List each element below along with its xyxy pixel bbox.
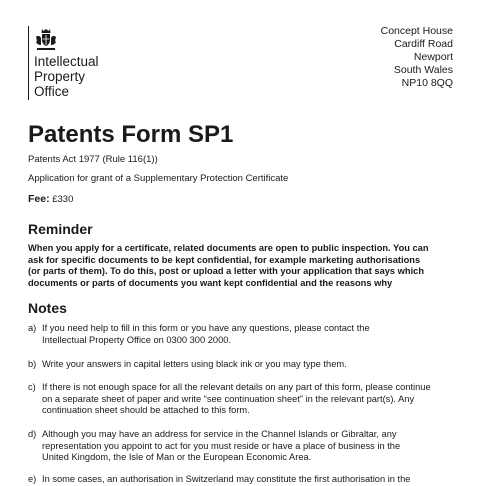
reminder-text — [28, 243, 458, 289]
fee-value: £330 — [52, 194, 74, 205]
fee-line — [28, 193, 73, 206]
org-name-line: Intellectual — [34, 54, 99, 69]
reminder-heading: Reminder — [28, 221, 93, 237]
note-line: Although you may have an address for service in the Channel Islands or Gibraltar, any — [42, 429, 397, 439]
org-name-line: Property — [34, 69, 86, 84]
address-line: Newport — [413, 51, 453, 63]
note-line: Write your answers in capital letters using black ink or you may type them. — [42, 359, 347, 369]
address-line: NP10 8QQ — [401, 77, 453, 89]
address-line: South Wales — [393, 64, 453, 76]
note-marker: a) — [28, 323, 37, 333]
note-line: representation you appoint to act for you must reside or have a place of business in the — [42, 440, 401, 451]
notes-heading: Notes — [28, 300, 67, 316]
note-line: If there is not enough space for all the relevant details on any part of this form, please continue — [42, 382, 431, 392]
office-address — [381, 25, 453, 90]
note-line: Intellectual Property Office on 0300 300 2000. — [42, 334, 231, 345]
fee-label: Fee: — [28, 193, 50, 205]
address-line: Concept House — [380, 25, 453, 37]
form-purpose: Application for grant of a Supplementary Protection Certificate — [28, 173, 289, 184]
note-line: continuation sheet should be attached to this form. — [42, 405, 250, 416]
logo-rule — [28, 26, 29, 100]
reminder-line: (or parts of them). To do this, post or upload a letter with your application that says which — [28, 266, 425, 277]
reminder-line: When you apply for a certificate, related documents are open to public inspection. You can — [28, 243, 429, 253]
address-line: Cardiff Road — [394, 38, 453, 50]
note-line: on a separate sheet of paper and write “see continuation sheet” in the relevant part(s). Any — [42, 393, 415, 404]
note-marker: e) — [28, 474, 37, 484]
note-line: If you need help to fill in this form or you have any questions, please contact the — [42, 323, 370, 333]
royal-coat-of-arms-icon — [34, 28, 58, 52]
note-line: United Kingdom, the Isle of Man or the European Economic Area. — [42, 452, 312, 463]
reminder-line: ask for specific documents to be kept confidential, for example marketing authorisations — [28, 254, 421, 265]
note-marker: d) — [28, 429, 37, 439]
form-title: Patents Form SP1 — [28, 121, 234, 148]
act-reference: Patents Act 1977 (Rule 116(1)) — [28, 154, 158, 165]
org-name-line: Office — [34, 84, 70, 99]
reminder-line: documents or parts of documents you want kept confidential and the reasons why — [28, 277, 393, 288]
note-marker: c) — [28, 382, 36, 392]
org-name — [34, 54, 154, 99]
note-line: In some cases, an authorisation in Switzerland may constitute the first authorisation in the — [42, 474, 411, 484]
note-marker: b) — [28, 359, 37, 369]
